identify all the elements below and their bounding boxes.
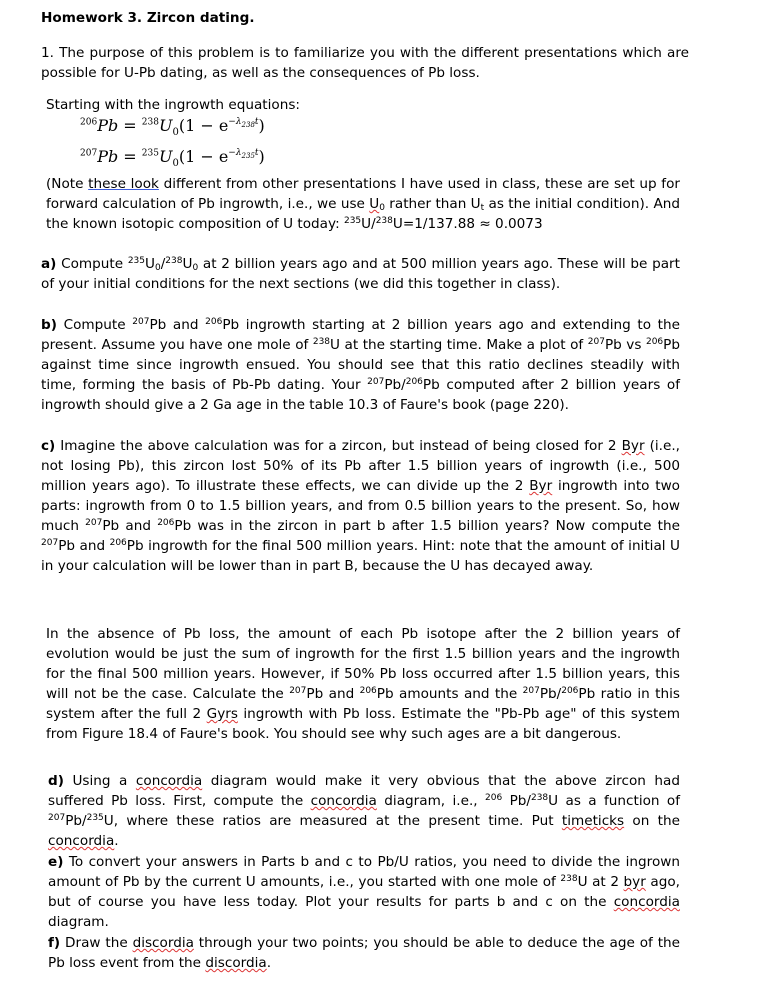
part-d: d) Using a concordia diagram would make it very obvious that the above zircon had suffered Pb loss. First, compute the concordia diagram, i.e., $^{206}$ Pb/$^{238}$U as a function of $^{207}$Pb/$^{235}$U, where these ratios are measured at the present time. Put timeticks on the concordia. (48, 773, 681, 849)
part-a: a) Compute $^{235}U_0/^{238}U_0$ at 2 billion years ago and at 500 million years ago. These will be part of your initial conditions for the next sections (we did this together in class). (41, 256, 680, 292)
part-f: f) Draw the discordia through your two points; you should be able to deduce the age of the Pb loss event from the discordia. (48, 935, 681, 971)
part-c: c) Imagine the above calculation was for a zircon, but instead of being closed for 2 Byr (i.e., not losing Pb), this zircon lost 50% of its Pb after 1.5 billion years of ingrowth (i.e., 500 million years ago). To illustrate these effects, we can divide up the 2 Byr ingrowth into two parts: ingrowth from 0 to 1.5 billion years, and from 0.5 billion years to the present. So, how much $^{207}$Pb and $^{206}$Pb was in the zircon in part b after 1.5 billion years? Now compute the $^{207}$Pb and $^{206}$Pb ingrowth for the final 500 million years. Hint: note that the amount of initial U in your calculation will be lower than in part B, because the U has decayed away. (41, 438, 681, 574)
page-title: Homework 3. Zircon dating. (41, 10, 255, 26)
part-b: b) Compute $^{207}$Pb and $^{206}$Pb ingrowth starting at 2 billion years ago and extending to the present. Assume you have one mole of $^{238}$U at the starting time. Make a plot of $^{207}$Pb vs $^{206}$Pb against time since ingrowth ensued. You should see that this ratio declines steadily with time, forming the basis of Pb-Pb dating. Your $^{207}$Pb/$^{206}$Pb computed after 2 billion years of ingrowth should give a 2 Ga age in the table 10.3 of Faure's book (page 220). (41, 317, 680, 413)
equation-207pb: $^{207}Pb = ^{235}U_0(1 - e^{-\lambda_{235}t})$ (80, 147, 265, 170)
pb-loss-paragraph: In the absence of Pb loss, the amount of each Pb isotope after the 2 billion years of evolution would be just the sum of ingrowth for the first 1.5 billion years and the ingrowth for the final 500 million years. However, if 50% Pb loss occurred after 1.5 billion years, this will not be the case. Calculate the $^{207}$Pb and $^{206}$Pb amounts and the $^{207}$Pb/$^{206}$Pb ratio in this system after the full 2 Gyrs ingrowth with Pb loss. Estimate the "Pb-Pb age" of this system from Figure 18.4 of Faure's book. You should see why such ages are a bit dangerous. (46, 626, 680, 742)
note-paragraph: (Note these look different from other presentations I have used in class, these are set up for forward calculation of Pb ingrowth, i.e., we use $U_0$ rather than $U_t$ as the initial condition). And the known isotopic composition of U today: $^{235}$U/$^{238}$U=1/137.88 ≈ 0.0073 (46, 176, 681, 232)
part-e: e) To convert your answers in Parts b and c to Pb/U ratios, you need to divide the ingrown amount of Pb by the current U amounts, i.e., you started with one mole of $^{238}$U at 2 byr ago, but of course you have less today. Plot your results for parts b and c on the concordia diagram. (48, 854, 680, 930)
intro-paragraph: 1. The purpose of this problem is to familiarize you with the different presentations which are possible for U-Pb dating, as well as the consequences of Pb loss. (41, 45, 689, 81)
equation-206pb: $^{206}Pb = ^{238}U_0(1 - e^{-\lambda_{238}t})$ (80, 116, 265, 139)
ingrowth-intro: Starting with the ingrowth equations: (46, 97, 300, 113)
